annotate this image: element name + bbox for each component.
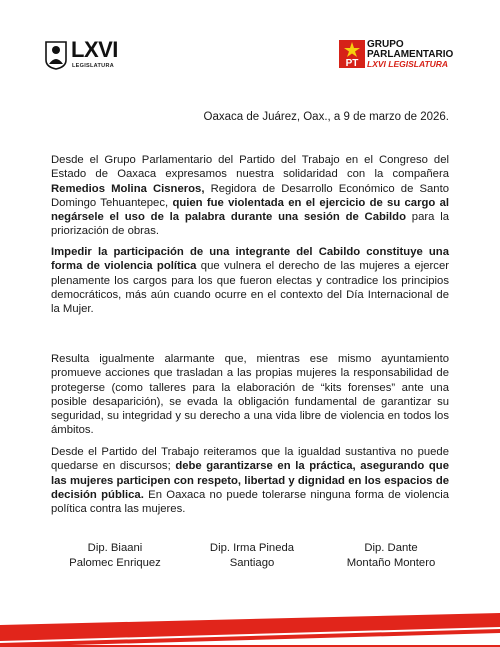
pt-star-icon (339, 40, 365, 68)
signature-3-line1: Dip. Dante (364, 542, 418, 554)
grupo-parlamentario-logo (339, 36, 469, 72)
p4-text-a: Desde el Partido del Trabajo reiteramos que la igualdad sustantiva no puede quedarse en discursos; (51, 446, 449, 473)
p1-name: Remedios Molina Cisneros, (51, 182, 205, 195)
pt-badge-text: PT (345, 58, 359, 68)
signature-biaani (60, 541, 170, 571)
legislatura-subtitle: LEGISLATURA (72, 63, 115, 69)
paragraph-3: Resulta igualmente alarmante que, mientras ese mismo ayuntamiento promueve acciones que trasladan a las propias mujeres la responsabilidad de protegerse (como talleres para la elaboración de “kits forenses” ante una posible desaparición), se evada la obligación fundamental de garantizar su seguridad, su integridad y su derecho a una vida libre de violencia en todos los ámbitos. (51, 353, 449, 437)
paragraph-4 (51, 445, 449, 516)
signature-2-line1: Dip. Irma Pineda (209, 542, 295, 554)
signature-dante (331, 541, 451, 571)
legislatura-title: LXVI (71, 37, 118, 62)
gp-line1: GRUPO (367, 39, 404, 50)
p1-text-a: Desde el Grupo Parlamentario del Partido del Trabajo en el Congreso del Estado de Oaxaca expresamos nuestra solidaridad con la compañera (51, 154, 449, 181)
p4-bold-b: debe garantizarse en la práctica, asegurando que las mujeres participen con respeto, libertad y dignidad en los espacios de decisión pública. (51, 460, 449, 501)
paragraph-2 (51, 245, 449, 316)
congress-seal-icon (44, 40, 68, 70)
gp-line3: LXVI LEGISLATURA (367, 59, 449, 69)
signature-1-line2: Palomec Enriquez (69, 557, 161, 569)
gp-line2: PARLAMENTARIO (367, 49, 454, 60)
p1-bold-d: quien fue violentada en el ejercicio de su cargo al negársele el uso de la palabra durante una sesión de Cabildo (51, 196, 449, 224)
signature-1-line1: Dip. Biaani (87, 542, 143, 554)
paragraph-1 (51, 153, 449, 239)
p2-bold-a: Impedir la participación de una integrante del Cabildo constituye una forma de violencia política (51, 246, 449, 273)
p4-text-c: En Oaxaca no puede tolerarse ninguna forma de violencia política contra las mujeres. (51, 488, 449, 516)
p1-text-c: Regidora de Desarrollo Económico de Santo Domingo Tehuantepec, (51, 182, 449, 209)
legislatura-logo (44, 37, 134, 72)
signature-irma (197, 541, 307, 571)
p2-text-b: que vulnera el derecho de las mujeres a ejercer plenamente los cargos para los que fueron electas y contradice los principios democráticos, más aún cuando ocurre en el contexto del Día Internacional de la Mujer. (51, 260, 449, 316)
signature-3-line2: Montaño Montero (346, 557, 436, 569)
footer-stripes (0, 607, 500, 647)
date-line: Oaxaca de Juárez, Oax., a 9 de marzo de 2026. (203, 111, 449, 123)
p1-text-e: para la priorización de obras. (51, 211, 449, 238)
signature-2-line2: Santiago (229, 557, 275, 569)
